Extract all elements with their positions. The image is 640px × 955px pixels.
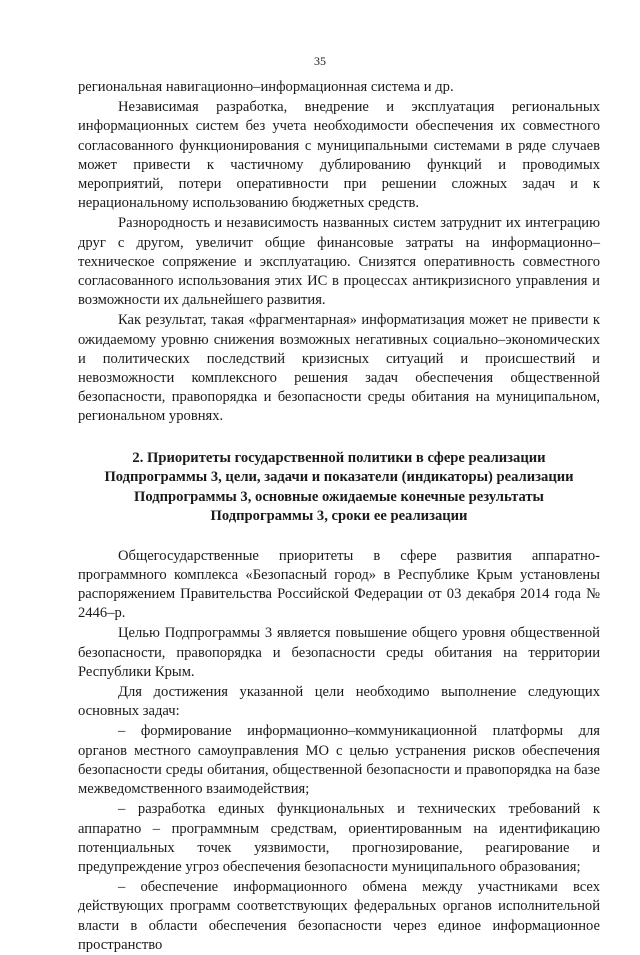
list-item: – разработка единых функциональных и технических требований к аппаратно – программным средствам, ориентированным на идентификацию потенциальных точек уязвимости, прогнозирование, реагирование и предупреждение угроз обеспечения безопасности муниципального образования; <box>78 801 600 875</box>
paragraph: Как результат, такая «фрагментарная» информатизация может не привести к ожидаемому уровню снижения возможных негативных социально–экономических и политических последствий кризисных ситуаций и происшествий и невозможности комплексного решения задач обеспечения общественной безопасности, правопорядка и безопасности среды обитания на муниципальном, региональном уровнях. <box>78 312 600 425</box>
paragraph: Разнородность и независимость названных систем затруднит их интеграцию друг с другом, увеличит общие финансовые затраты на информационно–техническое сопряжение и эксплуатацию. Снизятся оперативность совместного согласованного использования этих ИС в процессах антикризисного управления и возможности их дальнейшего развития. <box>78 215 600 309</box>
section-heading-line: 2. Приоритеты государственной политики в сфере реализации <box>132 449 546 466</box>
section-heading-line: Подпрограммы 3, сроки ее реализации <box>210 508 468 525</box>
paragraph: Независимая разработка, внедрение и эксплуатация региональных информационных систем без учета необходимости обеспечения их совместного согласованного функционирования с муниципальными системами в ряде случаев может привести к частичному дублированию функций и проводимых мероприятий, потери оперативности при решении сложных задач и к нерациональному использованию бюджетных средств. <box>78 99 600 212</box>
paragraph: Целью Подпрограммы 3 является повышение общего уровня общественной безопасности, правопорядка и безопасности среды обитания на территории Республики Крым. <box>78 625 600 680</box>
section-heading <box>78 449 600 527</box>
list-item: – обеспечение информационного обмена между участниками всех действующих программ соответствующих федеральных органов исполнительной власти в области обеспечения безопасности через единое информационное пространство <box>78 879 600 953</box>
document-body <box>78 78 600 955</box>
section-heading-line: Подпрограммы 3, основные ожидаемые конечные результаты <box>134 488 544 505</box>
paragraph-continuation: региональная навигационно–информационная система и др. <box>78 79 454 95</box>
section-heading-line: Подпрограммы 3, цели, задачи и показатели (индикаторы) реализации <box>104 469 574 486</box>
paragraph: Для достижения указанной цели необходимо выполнение следующих основных задач: <box>78 684 600 720</box>
paragraph: Общегосударственные приоритеты в сфере развития аппаратно-программного комплекса «Безопасный город» в Республике Крым установлены распоряжением Правительства Российской Федерации от 03 декабря 2014 года № 2446–р. <box>78 547 600 622</box>
list-item: – формирование информационно–коммуникационной платформы для органов местного самоуправления МО с целью устранения рисков обеспечения безопасности среды обитания, общественной безопасности и правопорядка на базе межведомственного взаимодействия; <box>78 723 600 798</box>
page-number: 35 <box>314 54 326 68</box>
